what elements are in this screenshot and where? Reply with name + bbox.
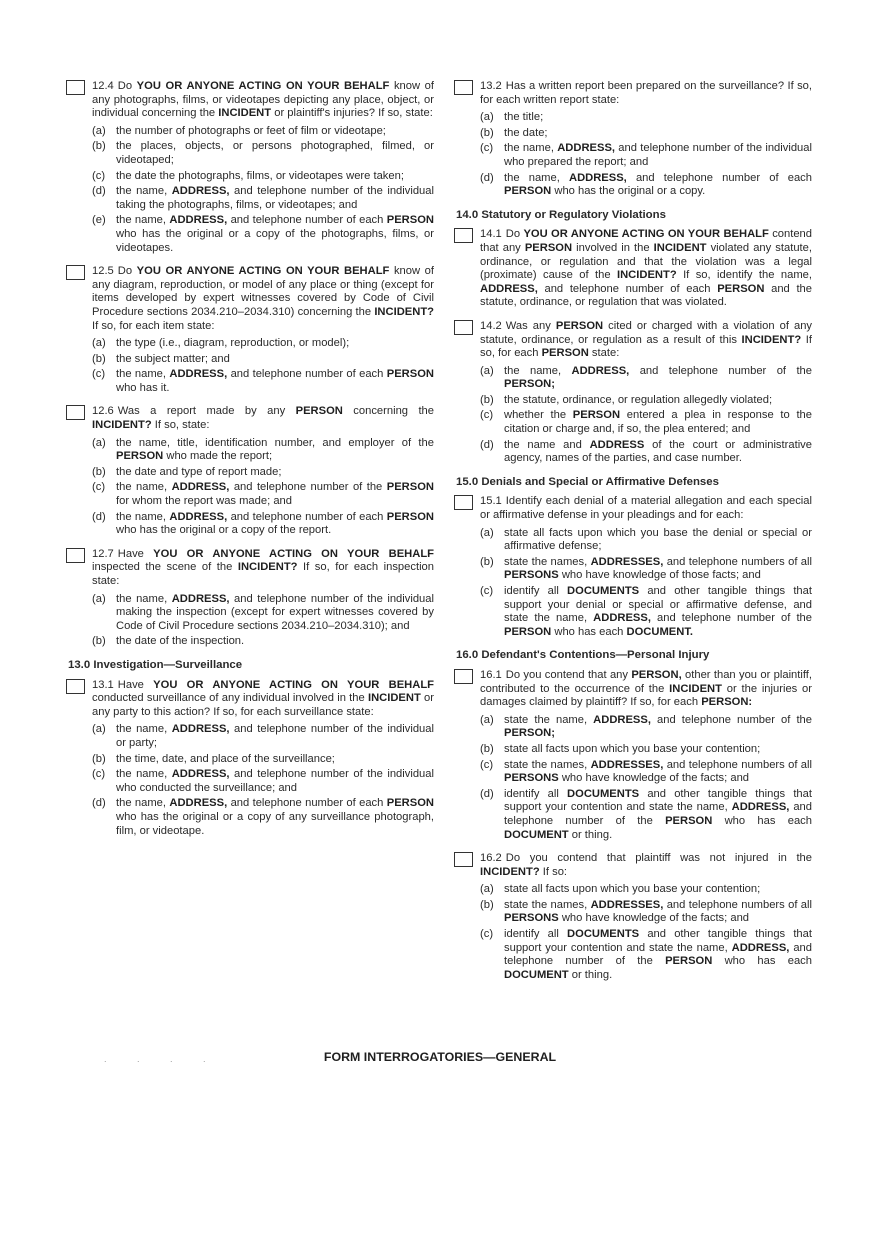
subitem-list xyxy=(92,593,434,649)
subitem-list xyxy=(92,437,434,538)
subitem xyxy=(92,593,434,634)
subitem-text: state all facts upon which you base your contention; xyxy=(504,883,761,896)
question-13-1 xyxy=(68,679,434,839)
subitem-text: the name, ADDRESS, and telephone number of the individual making the inspection (except for expert witnesses covered by Code of Civil Procedure sections 2034.210–2034.310); and xyxy=(116,592,434,632)
subitem-marker: (c) xyxy=(92,368,106,381)
question-intro: Was a report made by any PERSON concerning the INCIDENT? If so, state: xyxy=(92,405,434,432)
question-text xyxy=(92,80,434,121)
question-checkbox[interactable] xyxy=(454,495,473,510)
subitem-text: the statute, ordinance, or regulation allegedly violated; xyxy=(504,393,773,406)
question-number: 15.1 xyxy=(480,495,502,508)
subitem-marker: (a) xyxy=(92,592,106,605)
question-checkbox[interactable] xyxy=(454,852,473,867)
question-text xyxy=(92,405,434,432)
subitem xyxy=(480,439,812,466)
question-checkbox[interactable] xyxy=(454,320,473,335)
subitem-list xyxy=(92,723,434,838)
subitem xyxy=(480,714,812,741)
subitem-marker: (c) xyxy=(480,142,494,155)
subitem xyxy=(92,185,434,212)
question-number: 13.1 xyxy=(92,678,114,691)
question-intro: Has a written report been prepared on the surveillance? If so, for each written report state: xyxy=(480,80,812,106)
subitem-text: the name, title, identification number, and employer of the PERSON who made the report; xyxy=(116,436,434,463)
subitem xyxy=(480,788,812,842)
question-checkbox[interactable] xyxy=(66,679,85,694)
question-number: 13.2 xyxy=(480,80,502,92)
subitem-list xyxy=(480,111,812,199)
subitem-text: identify all DOCUMENTS and other tangible things that support your contention and state the name, ADDRESS, and telephone number of the PERSON who has each DOCUMENT or thing. xyxy=(504,787,812,841)
subitem-marker: (a) xyxy=(480,111,494,124)
subitem-text: the number of photographs or feet of film or videotape; xyxy=(116,124,386,137)
subitem-marker: (d) xyxy=(480,438,494,451)
subitem-text: identify all DOCUMENTS and other tangible things that support your denial or special or affirmative defense, and state the name, ADDRESS, and telephone number of the PERSON who has each DOCUMENT. xyxy=(504,585,813,638)
subitem-marker: (a) xyxy=(480,713,494,726)
question-checkbox[interactable] xyxy=(454,669,473,684)
subitem xyxy=(92,368,434,395)
subitem-marker: (b) xyxy=(92,635,106,648)
subitem xyxy=(92,635,434,649)
subitem xyxy=(480,585,812,639)
subitem-marker: (c) xyxy=(92,768,106,781)
subitem-marker: (a) xyxy=(480,883,494,896)
subitem-marker: (b) xyxy=(480,393,494,406)
subitem-text: the name, ADDRESS, and telephone number of the individual taking the photographs, films, or videotapes; and xyxy=(116,185,434,211)
subitem-marker: (a) xyxy=(92,436,106,449)
subitem xyxy=(480,883,812,897)
subitem-text: state all facts upon which you base the denial or special or affirmative defense; xyxy=(504,526,812,553)
subitem xyxy=(92,337,434,351)
left-column xyxy=(68,80,434,848)
subitem-text: state the names, ADDRESSES, and telephone numbers of all PERSONS who have knowledge of the facts; and xyxy=(504,898,812,925)
question-text xyxy=(92,265,434,333)
question-text xyxy=(480,80,812,107)
subitem xyxy=(92,768,434,795)
subitem-marker: (d) xyxy=(92,510,106,523)
subitem-list xyxy=(480,714,812,842)
subitem xyxy=(480,365,812,392)
question-number: 16.1 xyxy=(480,668,502,681)
subitem-marker: (e) xyxy=(92,214,106,227)
question-12-4 xyxy=(68,80,434,255)
subitem-marker: (c) xyxy=(92,481,106,494)
question-number: 16.2 xyxy=(480,852,502,865)
question-number: 14.2 xyxy=(480,319,502,332)
question-intro: Have YOU OR ANYONE ACTING ON YOUR BEHALF inspected the scene of the INCIDENT? If so, for each inspection state: xyxy=(92,547,434,587)
subitem-text: whether the PERSON entered a plea in response to the citation or charge and, if so, the plea entered; and xyxy=(504,409,812,436)
subitem-text: the title; xyxy=(504,111,544,124)
question-intro: Do you contend that any PERSON, other than you or plaintiff, contributed to the occurrence of the INCIDENT or the injuries or damages claimed by plaintiff? If so, for each PERSON: xyxy=(480,668,812,709)
question-checkbox[interactable] xyxy=(454,228,473,243)
subitem-list xyxy=(480,883,812,982)
subitem-marker: (b) xyxy=(480,742,494,755)
subitem-text: the name, ADDRESS, and telephone number of each PERSON who has the original or a copy of the report. xyxy=(116,510,434,537)
subitem-text: the subject matter; and xyxy=(116,352,230,365)
subitem-text: the name, ADDRESS, and telephone number of the individual or party; xyxy=(116,723,434,749)
question-intro: Do YOU OR ANYONE ACTING ON YOUR BEHALF know of any diagram, reproduction, or model of any place or thing (except for items developed by expert witnesses covered by Code of Civil Procedure sections 2034.210–2034.310) concerning the INCIDENT? If so, for each item state: xyxy=(92,265,434,332)
subitem-text: the date and type of report made; xyxy=(116,465,282,478)
subitem-marker: (a) xyxy=(92,124,106,137)
subitem-text: the time, date, and place of the surveillance; xyxy=(116,752,335,765)
subitem xyxy=(480,899,812,926)
subitem-marker: (b) xyxy=(480,898,494,911)
question-checkbox[interactable] xyxy=(66,80,85,95)
subitem xyxy=(92,753,434,767)
subitem-marker: (a) xyxy=(92,337,106,350)
subitem-marker: (b) xyxy=(92,752,106,765)
subitem xyxy=(480,111,812,125)
subitem-marker: (c) xyxy=(480,409,494,422)
subitem-text: state the names, ADDRESSES, and telephone numbers of all PERSONS who have knowledge of those facts; and xyxy=(504,555,812,582)
section-16-heading: 16.0 Defendant's Contentions—Personal Injury xyxy=(456,649,710,662)
section-15-heading: 15.0 Denials and Special or Affirmative Defenses xyxy=(456,475,719,488)
form-footer-title: FORM INTERROGATORIES—GENERAL xyxy=(323,1050,557,1064)
question-intro: Do you contend that plaintiff was not injured in the INCIDENT? If so: xyxy=(480,852,812,878)
subitem xyxy=(92,353,434,367)
subitem-text: state the names, ADDRESSES, and telephone numbers of all PERSONS who have knowledge of the facts; and xyxy=(504,758,812,785)
question-text xyxy=(480,669,812,710)
question-intro: Do YOU OR ANYONE ACTING ON YOUR BEHALF know of any photographs, films, or videotapes depicting any place, object, or individual concerning the INCIDENT or plaintiff's injuries? If so, state: xyxy=(92,80,434,120)
question-intro: Have YOU OR ANYONE ACTING ON YOUR BEHALF conducted surveillance of any individual involved in the INCIDENT or any party to this action? If so, for each surveillance state: xyxy=(92,678,435,718)
section-14-heading: 14.0 Statutory or Regulatory Violations xyxy=(456,208,666,221)
subitem-text: identify all DOCUMENTS and other tangible things that support your contention and state the name, ADDRESS, and telephone number of the PERSON who has each DOCUMENT or thing. xyxy=(504,928,812,981)
subitem-text: the name, ADDRESS, and telephone number of each PERSON who has the original or a copy. xyxy=(504,171,812,198)
subitem-marker: (d) xyxy=(480,787,494,800)
section-13-heading: 13.0 Investigation—Surveillance xyxy=(68,658,243,671)
question-text xyxy=(480,852,812,879)
subitem-text: the name, ADDRESS, and telephone number of each PERSON who has it. xyxy=(116,368,434,394)
subitem-text: the name, ADDRESS, and telephone number of the individual who prepared the report; and xyxy=(504,142,812,168)
subitem-text: the type (i.e., diagram, reproduction, or model); xyxy=(116,337,350,350)
question-number: 14.1 xyxy=(480,228,502,241)
question-checkbox[interactable] xyxy=(454,80,473,95)
subitem-marker: (c) xyxy=(480,928,494,941)
subitem xyxy=(480,928,812,982)
question-12-7 xyxy=(68,548,434,649)
right-column xyxy=(456,80,812,992)
question-14-2 xyxy=(456,320,812,466)
subitem-list xyxy=(92,337,434,395)
question-checkbox[interactable] xyxy=(66,405,85,420)
subitem xyxy=(92,214,434,255)
subitem-text: state the name, ADDRESS, and telephone number of the PERSON; xyxy=(504,713,813,740)
subitem xyxy=(92,466,434,480)
question-intro: Was any PERSON cited or charged with a violation of any statute, ordinance, or regulation as a result of this INCIDENT? If so, for each PERSON state: xyxy=(480,319,813,360)
subitem xyxy=(92,723,434,750)
question-13-2 xyxy=(456,80,812,199)
question-text xyxy=(480,320,812,361)
question-16-2 xyxy=(456,852,812,982)
question-text xyxy=(480,228,812,310)
subitem xyxy=(480,759,812,786)
subitem xyxy=(480,394,812,408)
question-14-1 xyxy=(456,228,812,310)
question-number: 12.6 xyxy=(92,405,114,418)
subitem xyxy=(92,170,434,184)
subitem xyxy=(480,409,812,436)
question-checkbox[interactable] xyxy=(66,548,85,563)
question-number: 12.4 xyxy=(92,80,114,92)
subitem-text: the name, ADDRESS, and telephone number of each PERSON who has the original or a copy of the photographs, films, or videotapes. xyxy=(116,214,434,254)
question-intro: Do YOU OR ANYONE ACTING ON YOUR BEHALF contend that any PERSON involved in the INCIDENT violated any statute, ordinance, or regulation and that the violation was a legal (proximate) cause of the INCIDENT? If so, identify the name, ADDRESS, and telephone number of each PERSON and the statute, ordinance, or regulation that was violated. xyxy=(480,228,813,309)
question-15-1 xyxy=(456,495,812,639)
subitem xyxy=(92,125,434,139)
scan-specks: . . . . xyxy=(104,1054,220,1064)
question-number: 12.7 xyxy=(92,547,114,560)
subitem-list xyxy=(92,125,434,255)
question-number: 12.5 xyxy=(92,265,114,278)
question-text xyxy=(480,495,812,522)
question-12-5 xyxy=(68,265,434,395)
subitem-text: the name, ADDRESS, and telephone number of the PERSON; xyxy=(504,364,812,391)
subitem-marker: (b) xyxy=(92,352,106,365)
subitem-text: the name, ADDRESS, and telephone number of the individual who conducted the surveillance; and xyxy=(116,768,434,794)
question-checkbox[interactable] xyxy=(66,265,85,280)
subitem xyxy=(92,511,434,538)
subitem-text: the date of the inspection. xyxy=(116,635,245,648)
subitem xyxy=(92,481,434,508)
subitem-text: the name and ADDRESS of the court or administrative agency, names of the parties, and case number. xyxy=(504,438,812,465)
subitem-text: the date the photographs, films, or videotapes were taken; xyxy=(116,169,404,182)
subitem xyxy=(480,142,812,169)
subitem-text: the name, ADDRESS, and telephone number of each PERSON who has the original or a copy of any surveillance photograph, film, or videotape. xyxy=(116,797,434,837)
question-text xyxy=(92,548,434,589)
subitem-marker: (d) xyxy=(92,797,106,810)
subitem-text: state all facts upon which you base your contention; xyxy=(504,742,761,755)
subitem-marker: (c) xyxy=(92,169,106,182)
subitem xyxy=(480,127,812,141)
subitem xyxy=(480,743,812,757)
subitem-marker: (c) xyxy=(480,758,494,771)
subitem-marker: (b) xyxy=(92,140,106,153)
subitem-marker: (a) xyxy=(92,723,106,736)
question-text xyxy=(92,679,434,720)
subitem-text: the date; xyxy=(504,126,548,139)
subitem-marker: (d) xyxy=(92,185,106,198)
subitem-list xyxy=(480,365,812,466)
question-intro: Identify each denial of a material allegation and each special or affirmative defense in your pleadings and for each: xyxy=(480,495,812,522)
subitem-marker: (b) xyxy=(480,126,494,139)
subitem-marker: (b) xyxy=(480,555,494,568)
subitem xyxy=(480,172,812,199)
subitem xyxy=(92,797,434,838)
subitem-text: the places, objects, or persons photographed, filmed, or videotaped; xyxy=(116,140,434,166)
question-12-6 xyxy=(68,405,434,537)
question-16-1 xyxy=(456,669,812,842)
subitem xyxy=(92,437,434,464)
subitem xyxy=(480,527,812,554)
subitem-text: the name, ADDRESS, and telephone number of the PERSON for whom the report was made; and xyxy=(116,481,434,508)
subitem xyxy=(92,140,434,167)
subitem-marker: (b) xyxy=(92,465,106,478)
subitem-marker: (d) xyxy=(480,171,494,184)
subitem xyxy=(480,556,812,583)
subitem-list xyxy=(480,527,812,640)
subitem-marker: (c) xyxy=(480,585,494,597)
subitem-marker: (a) xyxy=(480,364,494,377)
subitem-marker: (a) xyxy=(480,526,494,539)
